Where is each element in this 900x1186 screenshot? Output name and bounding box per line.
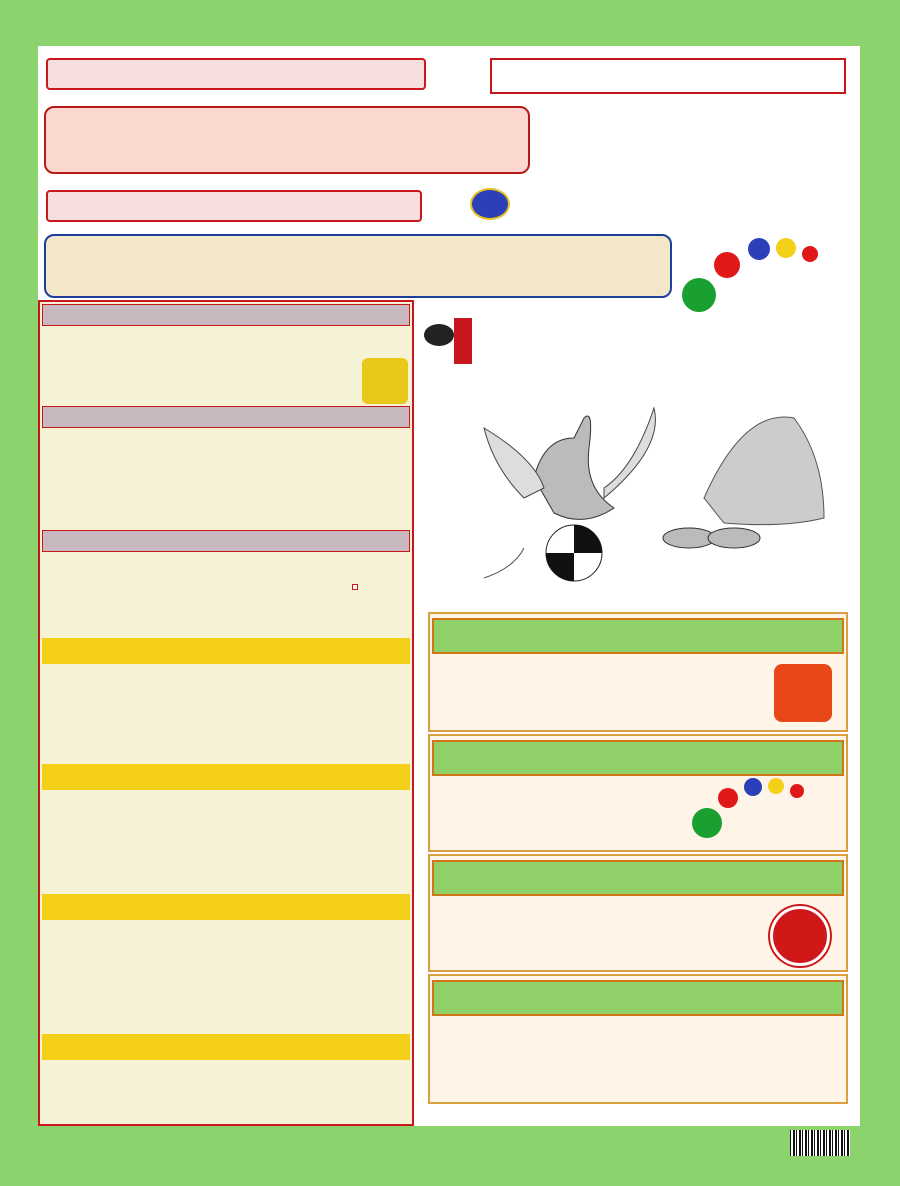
zodiac-box <box>44 234 672 298</box>
ewin-logo-icon <box>362 358 408 404</box>
zodiac-panel <box>428 612 848 732</box>
bauhinia-emblem-icon <box>770 906 830 966</box>
kill5-title <box>42 304 410 326</box>
barcode <box>790 1130 850 1156</box>
five-panel-title <box>432 860 844 896</box>
color-balls-logo-small <box>692 778 842 848</box>
kill-zodiac-title <box>42 406 410 428</box>
flag-strip <box>42 764 410 790</box>
puzzle-image <box>424 318 846 608</box>
flag-strip <box>42 638 410 664</box>
header-slogan <box>490 58 846 94</box>
goose-drawing <box>464 348 844 608</box>
fist-icon <box>774 664 832 722</box>
wave-panel-title <box>432 740 844 776</box>
tail-panel-list <box>438 1022 472 1186</box>
content-area <box>38 46 860 1126</box>
flag-strip <box>42 894 410 920</box>
left-panel <box>38 300 414 1126</box>
left-border <box>6 0 30 1186</box>
zodiac-panel-title <box>432 618 844 654</box>
header-title-2 <box>46 190 422 222</box>
provide-label <box>352 584 358 590</box>
poem4-title <box>42 530 410 552</box>
poem-box <box>44 106 530 174</box>
flag-strip <box>42 1034 410 1060</box>
wave-panel <box>428 734 848 852</box>
emblem-icon <box>470 188 510 220</box>
five-panel <box>428 854 848 972</box>
warning-text <box>38 1126 860 1160</box>
tail-panel-title <box>432 980 844 1016</box>
right-border <box>866 0 890 1186</box>
header-title-1 <box>46 58 426 90</box>
eye-icon <box>424 324 454 346</box>
tail-panel <box>428 974 848 1104</box>
color-balls-logo <box>678 238 848 318</box>
